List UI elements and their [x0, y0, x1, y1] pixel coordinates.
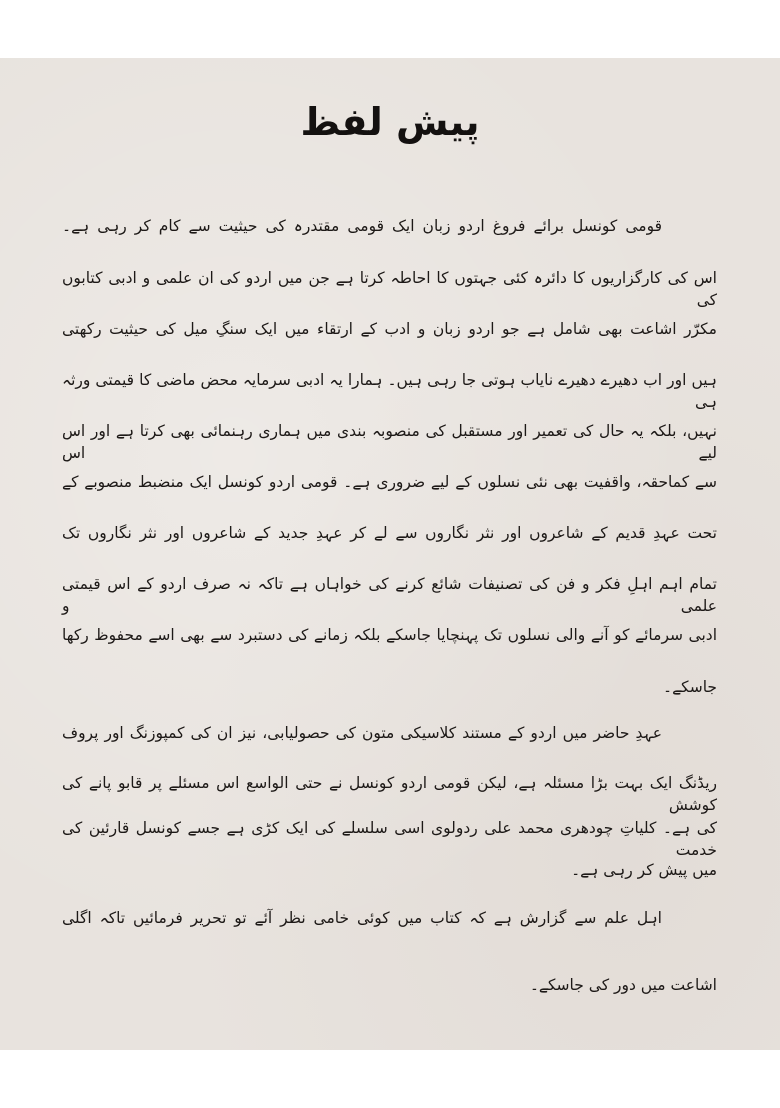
paragraph-line: نہیں، بلکہ یہ حال کی تعمیر اور مستقبل کی منصوبہ بندی میں ہماری رہنمائی بھی کرتا ہے اور اس لیے اس: [62, 422, 717, 462]
paragraph-line: سے کماحقہ، واقفیت بھی نئی نسلوں کے لیے ضروری ہے۔ قومی اردو کونسل ایک منضبط منصوبے کے: [62, 473, 717, 491]
paragraph-line: تمام اہم اہلِ فکر و فن کی تصنیفات شائع کرنے کی خواہاں ہے تاکہ نہ صرف اردو کے اس قیمتی علمی و: [62, 575, 717, 615]
paragraph-line: اشاعت میں دور کی جاسکے۔: [529, 976, 717, 994]
paragraph-line: ہیں اور اب دھیرے دھیرے نایاب ہوتی جا رہی ہیں۔ ہمارا یہ ادبی سرمایہ محض ماضی کا قیمتی ورثہ ہی: [62, 371, 717, 411]
paragraph-line: ریڈنگ ایک بہت بڑا مسئلہ ہے، لیکن قومی اردو کونسل نے حتی الواسع اس مسئلے پر قابو پانے کی کوشش: [62, 774, 717, 814]
paragraph-line: مکرّر اشاعت بھی شامل ہے جو اردو زبان و ادب کے ارتقاء میں ایک سنگِ میل کی حیثیت رکھتی: [62, 320, 717, 338]
scanned-page: [0, 58, 780, 1050]
paragraph-line: میں پیش کر رہی ہے۔: [571, 861, 717, 879]
paragraph-line: تحت عہدِ قدیم کے شاعروں اور نثر نگاروں سے لے کر عہدِ جدید کے شاعروں اور نثر نگاروں تک: [62, 524, 717, 542]
page-title: پیش لفظ: [300, 100, 480, 144]
paragraph-line: اس کی کارگزاریوں کا دائرہ کئی جہتوں کا احاطہ کرتا ہے جن میں اردو کی ان علمی و ادبی کتابوں کی: [62, 269, 717, 309]
paragraph-line: جاسکے۔: [662, 678, 717, 696]
paragraph-line: عہدِ حاضر میں اردو کے مستند کلاسیکی متون کی حصولیابی، نیز ان کی کمپوزنگ اور پروف: [62, 724, 662, 742]
paragraph-line: ادبی سرمائے کو آنے والی نسلوں تک پہنچایا جاسکے بلکہ زمانے کی دستبرد سے بھی اسے محفوظ رکھا: [62, 626, 717, 644]
paragraph-line: کی ہے۔ کلیاتِ چودھری محمد علی ردولوی اسی سلسلے کی ایک کڑی ہے جسے کونسل قارئین کی خدمت: [62, 819, 717, 859]
paragraph-line: قومی کونسل برائے فروغ اردو زبان ایک قومی مقتدرہ کی حیثیت سے کام کر رہی ہے۔: [62, 217, 662, 235]
paragraph-line: اہل علم سے گزارش ہے کہ کتاب میں کوئی خامی نظر آئے تو تحریر فرمائیں تاکہ اگلی: [62, 909, 662, 927]
